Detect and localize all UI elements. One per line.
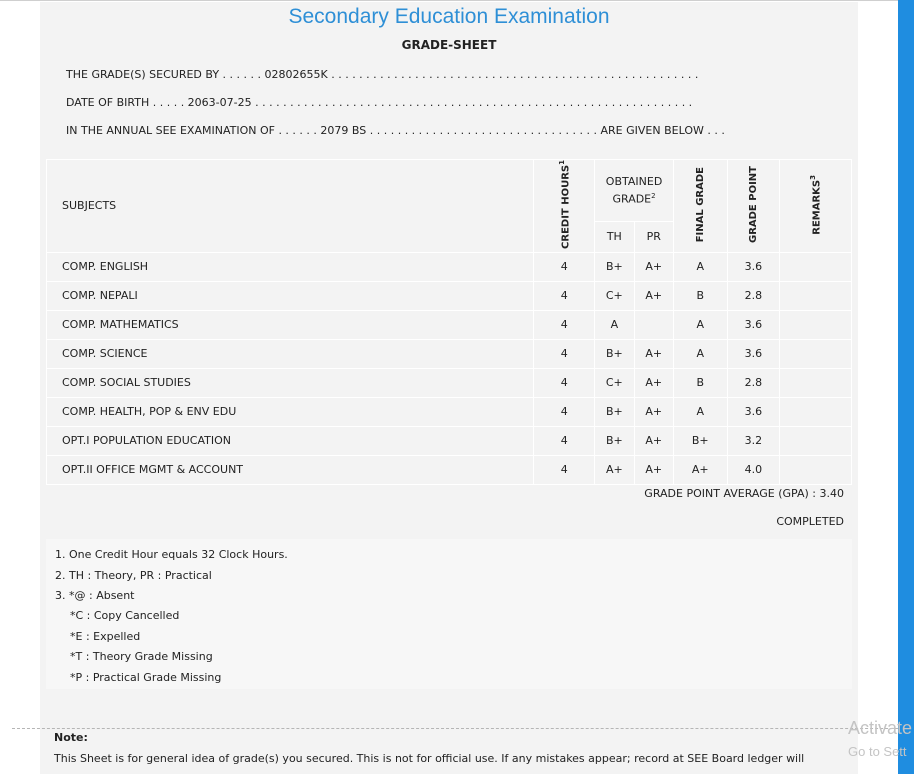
cell-pr-grade: A+ [634, 368, 673, 397]
info-secured-by: THE GRADE(S) SECURED BY . . . . . . 02802655K . . . . . . . . . . . . . . . . . . . . . . . . . . . . . . . . . . . . . . . . . . . . . . . . . . . . . [66, 68, 699, 81]
header-remarks-sup: 3 [809, 174, 818, 180]
page-title: Secondary Education Examination [288, 5, 610, 28]
completion-status: COMPLETED [776, 515, 844, 528]
table-row [47, 426, 852, 455]
top-border [0, 0, 898, 1]
note-practical-missing: *P : Practical Grade Missing [70, 671, 222, 684]
cell-subject: COMP. SOCIAL STUDIES [47, 368, 534, 397]
cell-remarks [780, 368, 852, 397]
cell-credit-hours: 4 [534, 281, 595, 310]
table-row [47, 455, 852, 484]
cell-remarks [780, 397, 852, 426]
header-remarks [780, 160, 852, 253]
header-obtained-grade [595, 160, 674, 222]
grade-table [46, 159, 852, 485]
footer-divider [12, 728, 898, 729]
cell-subject: COMP. SCIENCE [47, 339, 534, 368]
header-credit-hours-label: CREDIT HOURS [560, 164, 572, 249]
cell-grade-point: 3.6 [727, 310, 780, 339]
note-credit-hour: 1. One Credit Hour equals 32 Clock Hours. [55, 548, 288, 561]
cell-final-grade: B [673, 368, 727, 397]
table-row [47, 397, 852, 426]
table-row [47, 339, 852, 368]
cell-pr-grade: A+ [634, 339, 673, 368]
cell-pr-grade: A+ [634, 455, 673, 484]
info-date-of-birth: DATE OF BIRTH . . . . . 2063-07-25 . . . . . . . . . . . . . . . . . . . . . . . . . . . . . . . . . . . . . . . . . . . . . . . . . . . . . . . . . . . . . . . [66, 96, 693, 109]
cell-grade-point: 2.8 [727, 368, 780, 397]
grade-sheet [40, 2, 858, 774]
table-row [47, 281, 852, 310]
cell-pr-grade: A+ [634, 252, 673, 281]
cell-pr-grade: A+ [634, 281, 673, 310]
cell-credit-hours: 4 [534, 397, 595, 426]
note-theory-missing: *T : Theory Grade Missing [70, 650, 213, 663]
cell-th-grade: B+ [595, 339, 634, 368]
cell-final-grade: B+ [673, 426, 727, 455]
notes-section [46, 539, 852, 689]
cell-th-grade: C+ [595, 368, 634, 397]
cell-subject: COMP. HEALTH, POP & ENV EDU [47, 397, 534, 426]
cell-th-grade: A+ [595, 455, 634, 484]
note-th-pr: 2. TH : Theory, PR : Practical [55, 569, 212, 582]
cell-subject: COMP. NEPALI [47, 281, 534, 310]
cell-final-grade: A [673, 252, 727, 281]
header-subjects [47, 160, 534, 253]
cell-credit-hours: 4 [534, 252, 595, 281]
table-row [47, 252, 852, 281]
note-copy-cancelled: *C : Copy Cancelled [70, 609, 180, 622]
cell-grade-point: 3.6 [727, 397, 780, 426]
cell-grade-point: 3.6 [727, 339, 780, 368]
table-row [47, 368, 852, 397]
cell-grade-point: 4.0 [727, 455, 780, 484]
cell-th-grade: B+ [595, 252, 634, 281]
cell-grade-point: 3.6 [727, 252, 780, 281]
cell-remarks [780, 455, 852, 484]
cell-remarks [780, 426, 852, 455]
activation-watermark: Activate [848, 718, 913, 738]
cell-th-grade: C+ [595, 281, 634, 310]
cell-remarks [780, 252, 852, 281]
cell-final-grade: A+ [673, 455, 727, 484]
cell-final-grade: A [673, 397, 727, 426]
cell-th-grade: B+ [595, 426, 634, 455]
window-edge-bar [898, 0, 914, 774]
header-final-grade-label: FINAL GRADE [694, 166, 706, 243]
cell-remarks [780, 281, 852, 310]
footer-note-text: This Sheet is for general idea of grade(s) you secured. This is not for official use. If any mistakes appear; record at SEE Board ledger will [54, 752, 805, 765]
cell-subject: OPT.I POPULATION EDUCATION [47, 426, 534, 455]
header-obtained-grade-label: OBTAINED GRADE [605, 175, 663, 206]
cell-pr-grade [634, 310, 673, 339]
cell-grade-point: 2.8 [727, 281, 780, 310]
cell-credit-hours: 4 [534, 426, 595, 455]
cell-remarks [780, 310, 852, 339]
cell-pr-grade: A+ [634, 397, 673, 426]
cell-final-grade: A [673, 339, 727, 368]
sheet-subtitle: GRADE-SHEET [401, 38, 497, 52]
cell-th-grade: B+ [595, 397, 634, 426]
note-absent: 3. *@ : Absent [55, 589, 135, 602]
cell-grade-point: 3.2 [727, 426, 780, 455]
info-examination: IN THE ANNUAL SEE EXAMINATION OF . . . . . . 2079 BS . . . . . . . . . . . . . . . . . . . . . . . . . . . . . . . . . ARE GIVEN BELOW . . . [66, 124, 725, 137]
header-pr: PR [634, 221, 673, 252]
header-remarks-label: REMARKS [811, 179, 823, 235]
cell-credit-hours: 4 [534, 310, 595, 339]
activation-watermark-sub: Go to Sett [848, 744, 907, 759]
header-grade-point [727, 160, 780, 253]
note-expelled: *E : Expelled [70, 630, 141, 643]
header-credit-hours-sup: 1 [558, 160, 567, 165]
cell-subject: OPT.II OFFICE MGMT & ACCOUNT [47, 455, 534, 484]
cell-credit-hours: 4 [534, 368, 595, 397]
cell-subject: COMP. ENGLISH [47, 252, 534, 281]
header-credit-hours [534, 160, 595, 253]
footer-note-label: Note: [54, 731, 88, 744]
table-header-row [47, 160, 852, 222]
cell-final-grade: A [673, 310, 727, 339]
header-subjects-label: SUBJECTS [62, 199, 117, 213]
header-grade-point-label: GRADE POINT [747, 165, 759, 243]
cell-final-grade: B [673, 281, 727, 310]
cell-pr-grade: A+ [634, 426, 673, 455]
cell-credit-hours: 4 [534, 455, 595, 484]
cell-remarks [780, 339, 852, 368]
header-final-grade [673, 160, 727, 253]
cell-subject: COMP. MATHEMATICS [47, 310, 534, 339]
header-obtained-grade-sup: 2 [651, 192, 656, 201]
table-row [47, 310, 852, 339]
cell-credit-hours: 4 [534, 339, 595, 368]
cell-th-grade: A [595, 310, 634, 339]
header-th: TH [595, 221, 634, 252]
gpa-summary: GRADE POINT AVERAGE (GPA) : 3.40 [644, 487, 844, 500]
